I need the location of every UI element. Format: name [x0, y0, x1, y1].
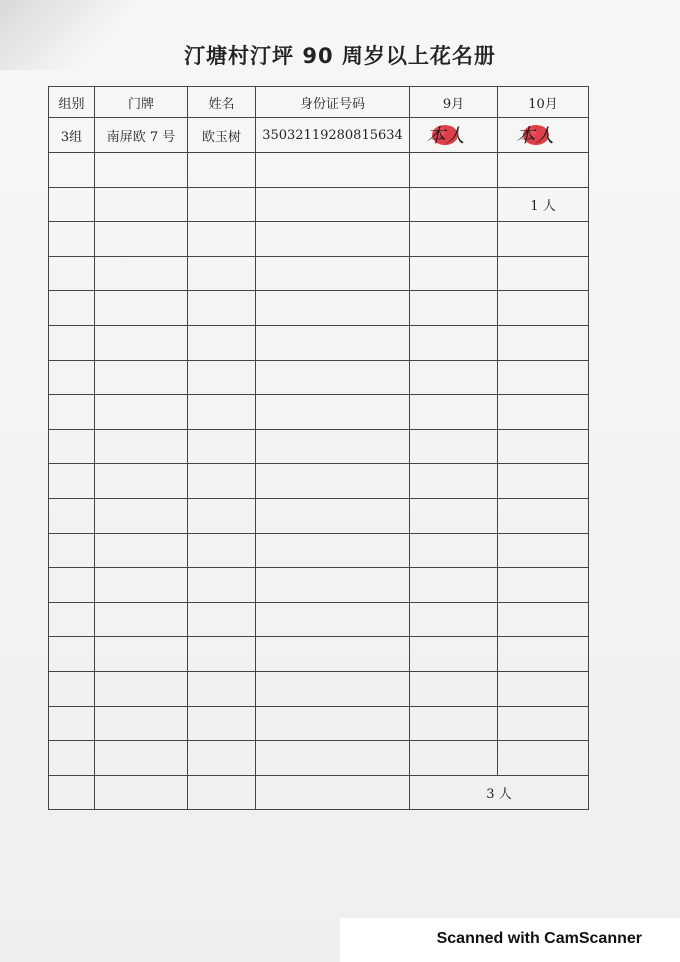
cell-october-signature: [498, 118, 589, 153]
camscanner-watermark: Scanned with CamScanner: [436, 930, 642, 947]
header-october: 10月: [498, 87, 589, 118]
table-row: [49, 568, 589, 603]
total-row: [49, 775, 589, 810]
cell-october-count: 1 人: [498, 187, 589, 222]
table-row: [49, 706, 589, 741]
total-count: 3 人: [410, 775, 589, 810]
table-row: [49, 671, 589, 706]
table-row: [49, 291, 589, 326]
october-signature-text: 本人: [516, 125, 555, 147]
table-row: [49, 602, 589, 637]
header-september: 9月: [410, 87, 498, 118]
table-row: [49, 637, 589, 672]
signature-with-seal: [419, 119, 489, 147]
table-row: [49, 395, 589, 430]
table-row: [49, 153, 589, 188]
roster-table: [48, 86, 589, 810]
table-row: [49, 429, 589, 464]
table-row: [49, 256, 589, 291]
table-row: [49, 118, 589, 153]
table-row: [49, 498, 589, 533]
table-row: [49, 222, 589, 257]
table-row: [49, 325, 589, 360]
table-row: [49, 464, 589, 499]
table-row: [49, 533, 589, 568]
page-title: 汀塘村汀坪 90 周岁以上花名册: [184, 44, 496, 68]
september-signature-text: 本人: [426, 125, 465, 147]
table-row: [49, 360, 589, 395]
signature-with-seal: [508, 119, 578, 147]
table-header-row: [49, 87, 589, 118]
cell-id-number: 35032119280815634: [256, 118, 410, 153]
table-row: [49, 187, 589, 222]
cell-name: 欧玉树: [188, 118, 256, 153]
header-id: 身份证号码: [256, 87, 410, 118]
cell-plate: 南屏欧 7 号: [95, 118, 188, 153]
header-group: 组别: [49, 87, 95, 118]
header-plate: 门牌: [95, 87, 188, 118]
table-row: [49, 741, 589, 776]
header-name: 姓名: [188, 87, 256, 118]
cell-september-signature: [410, 118, 498, 153]
cell-group: 3组: [49, 118, 95, 153]
